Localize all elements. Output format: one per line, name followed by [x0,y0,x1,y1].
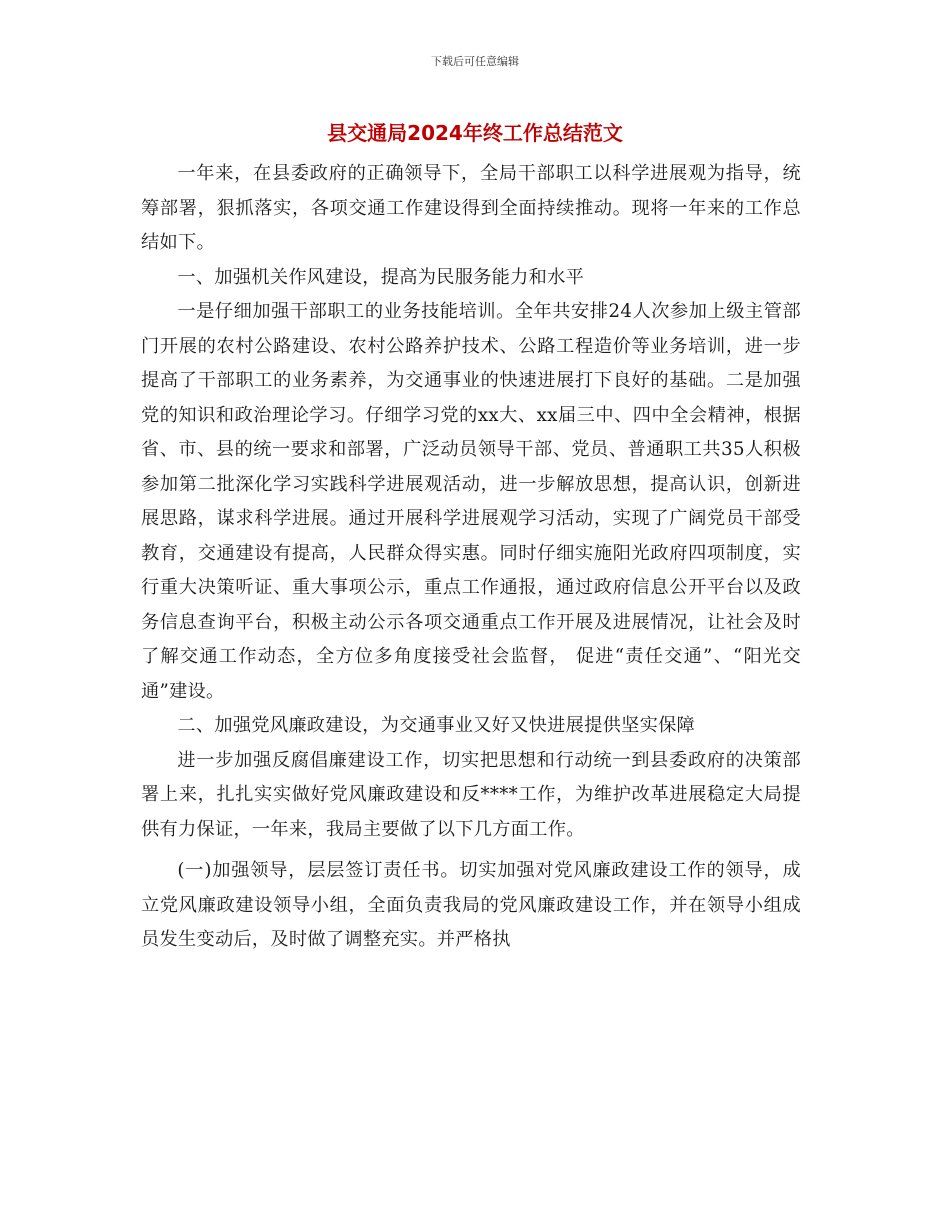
page-header-note: 下载后可任意编辑 [431,55,519,68]
section-heading-1: 一、加强机关作风建设，提高为民服务能力和水平 [177,266,585,288]
section-heading-2: 二、加强党风廉政建设，为交通事业又好又快进展提供坚实保障 [177,715,696,736]
paragraph-section-2: 进一步加强反腐倡廉建设工作，切实把思想和行动统一到县委政府的决策部署上来，扎扎实实做好党风廉政建设和反****工作，为维护改革进展稳定大局提供有力保证，一年来，我局主要做了以下几方面工作。 [141,749,801,840]
document-title: 县交通局2024年终工作总结范文 [327,121,623,145]
paragraph-section-1: 一是仔细加强干部职工的业务技能培训。全年共安排24人次参加上级主管部门开展的农村公路建设、农村公路养护技术、公路工程造价等业务培训，进一步提高了干部职工的业务素养，为交通事业的快速进展打下良好的基础。二是加强党的知识和政治理论学习。仔细学习党的xx大、xx届三中、四中全会精神，根据省、市、县的统一要求和部署，广泛动员领导干部、党员、普通职工共35人积极参加第二批深化学习实践科学进展观活动，进一步解放思想，提高认识，创新进展思路，谋求科学进展。通过开展科学进展观学习活动，实现了广阔党员干部受教育，交通建设有提高，人民群众得实惠。同时仔细实施阳光政府四项制度，实行重大决策听证、重大事项公示，重点工作通报，通过政府信息公开平台以及政务信息查询平台，积极主动公示各项交通重点工作开展及进展情况，让社会及时了解交通工作动态，全方位多角度接受社会监督， 促进“责任交通”、“阳光交通”建设。 [141,301,801,702]
paragraph-subsection-1: (一)加强领导，层层签订责任书。切实加强对党风廉政建设工作的领导，成立党风廉政建设领导小组，全面负责我局的党风廉政建设工作，并在领导小组成员发生变动后，及时做了调整充实。并严格执 [141,860,801,950]
document-body [141,157,801,958]
paragraph-intro: 一年来，在县委政府的正确领导下，全局干部职工以科学进展观为指导，统筹部署，狠抓落实，各项交通工作建设得到全面持续推动。现将一年来的工作总结如下。 [141,163,801,253]
